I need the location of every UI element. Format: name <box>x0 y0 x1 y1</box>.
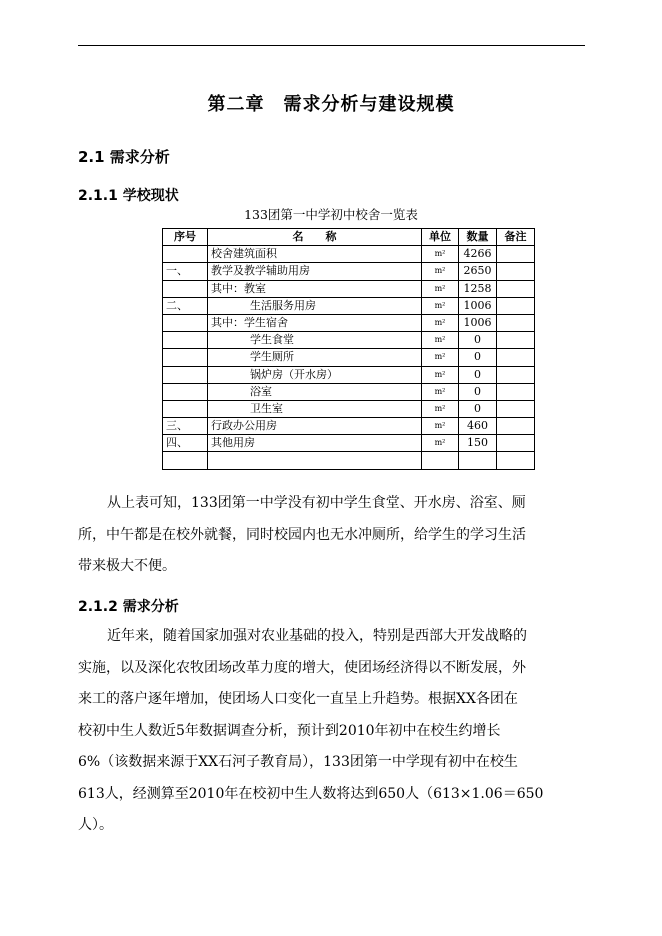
table-row <box>163 366 535 383</box>
header-rule <box>78 45 585 46</box>
row-seq <box>163 332 208 349</box>
row-remark <box>497 452 535 469</box>
paragraph-school-status <box>78 488 585 583</box>
row-seq <box>163 314 208 331</box>
row-qty: 0 <box>459 332 497 349</box>
row-unit: m² <box>422 332 459 349</box>
row-remark <box>497 263 535 280</box>
row-remark <box>497 435 535 452</box>
row-name: 锅炉房（开水房） <box>208 366 422 383</box>
row-remark <box>497 349 535 366</box>
header-remark: 备注 <box>497 229 535 246</box>
paragraph-line: 近年来，随着国家加强对农业基础的投入，特别是西部大开发战略的 <box>107 628 527 644</box>
header-name: 名 称 <box>208 229 422 246</box>
table-row <box>163 314 535 331</box>
row-remark <box>497 332 535 349</box>
row-name: 学生食堂 <box>208 332 422 349</box>
table-row <box>163 332 535 349</box>
table-row <box>163 349 535 366</box>
row-seq: 一、 <box>163 263 208 280</box>
row-qty: 1258 <box>459 280 497 297</box>
row-unit: m² <box>422 246 459 263</box>
row-qty: 0 <box>459 349 497 366</box>
table-caption: 133团第一中学初中校舍一览表 <box>244 207 418 222</box>
row-qty: 0 <box>459 400 497 417</box>
paragraph-line: 6%（该数据来源于XX石河子教育局），133团第一中学现有初中在校生 <box>78 754 518 770</box>
subsection-heading-school-status: 2.1.1 学校现状 <box>78 188 179 204</box>
table-row <box>163 452 535 469</box>
row-seq <box>163 383 208 400</box>
row-unit: m² <box>422 418 459 435</box>
row-remark <box>497 314 535 331</box>
row-unit: m² <box>422 314 459 331</box>
table-row <box>163 400 535 417</box>
row-unit: m² <box>422 297 459 314</box>
row-name: 校舍建筑面积 <box>208 246 422 263</box>
row-remark <box>497 280 535 297</box>
paragraph-line: 校初中生人数近5年数据调查分析，预计到2010年初中在校生约增长 <box>78 722 501 739</box>
row-remark <box>497 246 535 263</box>
row-seq: 四、 <box>163 435 208 452</box>
row-name: 生活服务用房 <box>208 297 422 314</box>
row-qty: 0 <box>459 366 497 383</box>
row-qty: 1006 <box>459 297 497 314</box>
row-name: 行政办公用房 <box>208 418 422 435</box>
row-remark <box>497 366 535 383</box>
header-unit: 单位 <box>422 229 459 246</box>
row-unit: m² <box>422 400 459 417</box>
row-qty: 4266 <box>459 246 497 263</box>
row-seq: 三、 <box>163 418 208 435</box>
row-unit <box>422 452 459 469</box>
row-unit: m² <box>422 263 459 280</box>
table-row <box>163 383 535 400</box>
table-row <box>163 418 535 435</box>
row-unit: m² <box>422 349 459 366</box>
row-remark <box>497 297 535 314</box>
table-header-row <box>163 229 535 246</box>
section-heading: 2.1 需求分析 <box>78 148 170 166</box>
table-row <box>163 280 535 297</box>
row-name: 教学及教学辅助用房 <box>208 263 422 280</box>
row-qty: 1006 <box>459 314 497 331</box>
paragraph-line: 人）。 <box>78 817 113 833</box>
row-name: 浴室 <box>208 383 422 400</box>
row-name: 其中：学生宿舍 <box>208 314 422 331</box>
paragraph-line: 613人，经测算至2010年在校初中生人数将达到650人（613×1.06＝650 <box>78 785 544 802</box>
row-remark <box>497 400 535 417</box>
table-row <box>163 246 535 263</box>
paragraph-line: 实施，以及深化农牧团场改革力度的增大，使团场经济得以不断发展，外 <box>78 659 526 676</box>
row-remark <box>497 383 535 400</box>
row-seq <box>163 349 208 366</box>
row-seq <box>163 280 208 297</box>
row-qty <box>459 452 497 469</box>
row-qty: 460 <box>459 418 497 435</box>
row-qty: 2650 <box>459 263 497 280</box>
row-name: 其中：教室 <box>208 280 422 297</box>
paragraph-line: 从上表可知，133团第一中学没有初中学生食堂、开水房、浴室、厕 <box>107 495 526 511</box>
header-qty: 数量 <box>459 229 497 246</box>
row-remark <box>497 418 535 435</box>
paragraph-demand <box>78 621 585 842</box>
row-qty: 150 <box>459 435 497 452</box>
paragraph-line: 带来极大不便。 <box>78 558 176 574</box>
row-seq <box>163 400 208 417</box>
subsection-heading-demand: 2.1.2 需求分析 <box>78 599 179 615</box>
paragraph-line: 所，中午都是在校外就餐，同时校园内也无水冲厕所，给学生的学习生活 <box>78 526 526 543</box>
table-row <box>163 297 535 314</box>
row-seq <box>163 366 208 383</box>
row-name <box>208 452 422 469</box>
table-row <box>163 435 535 452</box>
row-name: 其他用房 <box>208 435 422 452</box>
row-seq <box>163 452 208 469</box>
header-seq: 序号 <box>163 229 208 246</box>
row-name: 卫生室 <box>208 400 422 417</box>
paragraph-line: 来工的落户逐年增加，使团场人口变化一直呈上升趋势。根据XX各团在 <box>78 691 518 707</box>
chapter-title: 第二章 需求分析与建设规模 <box>207 94 455 115</box>
row-unit: m² <box>422 435 459 452</box>
row-unit: m² <box>422 280 459 297</box>
row-name: 学生厕所 <box>208 349 422 366</box>
row-unit: m² <box>422 383 459 400</box>
school-building-table <box>162 228 535 470</box>
row-seq <box>163 246 208 263</box>
table-row <box>163 263 535 280</box>
row-seq: 二、 <box>163 297 208 314</box>
row-unit: m² <box>422 366 459 383</box>
row-qty: 0 <box>459 383 497 400</box>
